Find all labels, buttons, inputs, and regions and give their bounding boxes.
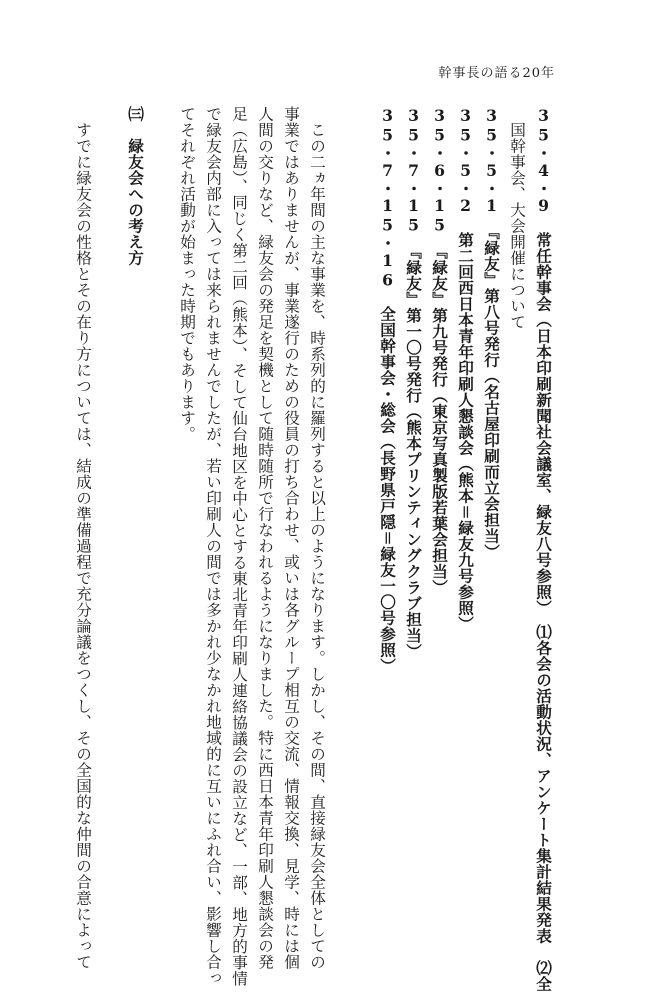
text-column: 35・7・15 『緑友』第一〇号発行（熊本プリンティングクラブ担当）	[404, 106, 423, 660]
text-column: 国幹事会、大会開催について	[508, 122, 526, 330]
paragraph-line: 人間の交りなど、緑友会の発足を契機として随時随所で行なわれるようになりました。特に西日本青年印刷人懇談会の発	[256, 106, 274, 970]
text-column: 35・5・2 第二回西日本青年印刷人懇談会（熊本＝緑友九号参照）	[456, 106, 475, 632]
text-column: 35・6・15 『緑友』第九号発行（東京写真製版若葉会担当）	[430, 106, 449, 596]
text-column: 35・5・1 『緑友』第八号発行（名古屋印刷而立会担当）	[482, 106, 501, 560]
paragraph-line: で緑友会内部に入っては来られませんでしたが、若い印刷人の間では多かれ少なかれ地域的に互いにふれ合い、影響し合っ	[204, 106, 222, 986]
blank-column	[148, 106, 174, 876]
paragraph-line: 事業ではありませんが、事業遂行のための役員の打ち合わせ、或いは各グループ相互の交流、情報交換、見学、時には個	[282, 106, 300, 970]
text-column: 35・4・9 常任幹事会（日本印刷新聞社会議室、緑友八号参照） ⑴各会の活動状況、アンケート集計結果発表 ⑵全	[534, 106, 553, 992]
paragraph-line: この二ヵ年間の主な事業を、時系列的に羅列すると以上のようになります。しかし、その間、直接緑友会全体としての	[308, 122, 326, 970]
paragraph-line: すでに緑友会の性格とその在り方については、結成の準備過程で充分論議をつくし、その全国的な仲間の合意によって	[74, 122, 92, 970]
section-heading: ㈢ 緑友会への考え方	[126, 106, 145, 266]
paragraph-line: 足（広島）、同じく第二回（熊本）、そして仙台地区を中心とする東北青年印刷人連絡協議会の設立など、一部、地方的事情	[230, 106, 248, 987]
blank-column	[348, 106, 374, 876]
blank-column	[96, 106, 122, 876]
running-header: 幹事長の語る20年	[438, 66, 555, 81]
paragraph-line: てそれぞれ活動が始まった時期でもあります。	[178, 106, 196, 442]
text-column: 35・7・15・16 全国幹事会・総会（長野県戸隠＝緑友一〇号参照）	[378, 106, 397, 674]
